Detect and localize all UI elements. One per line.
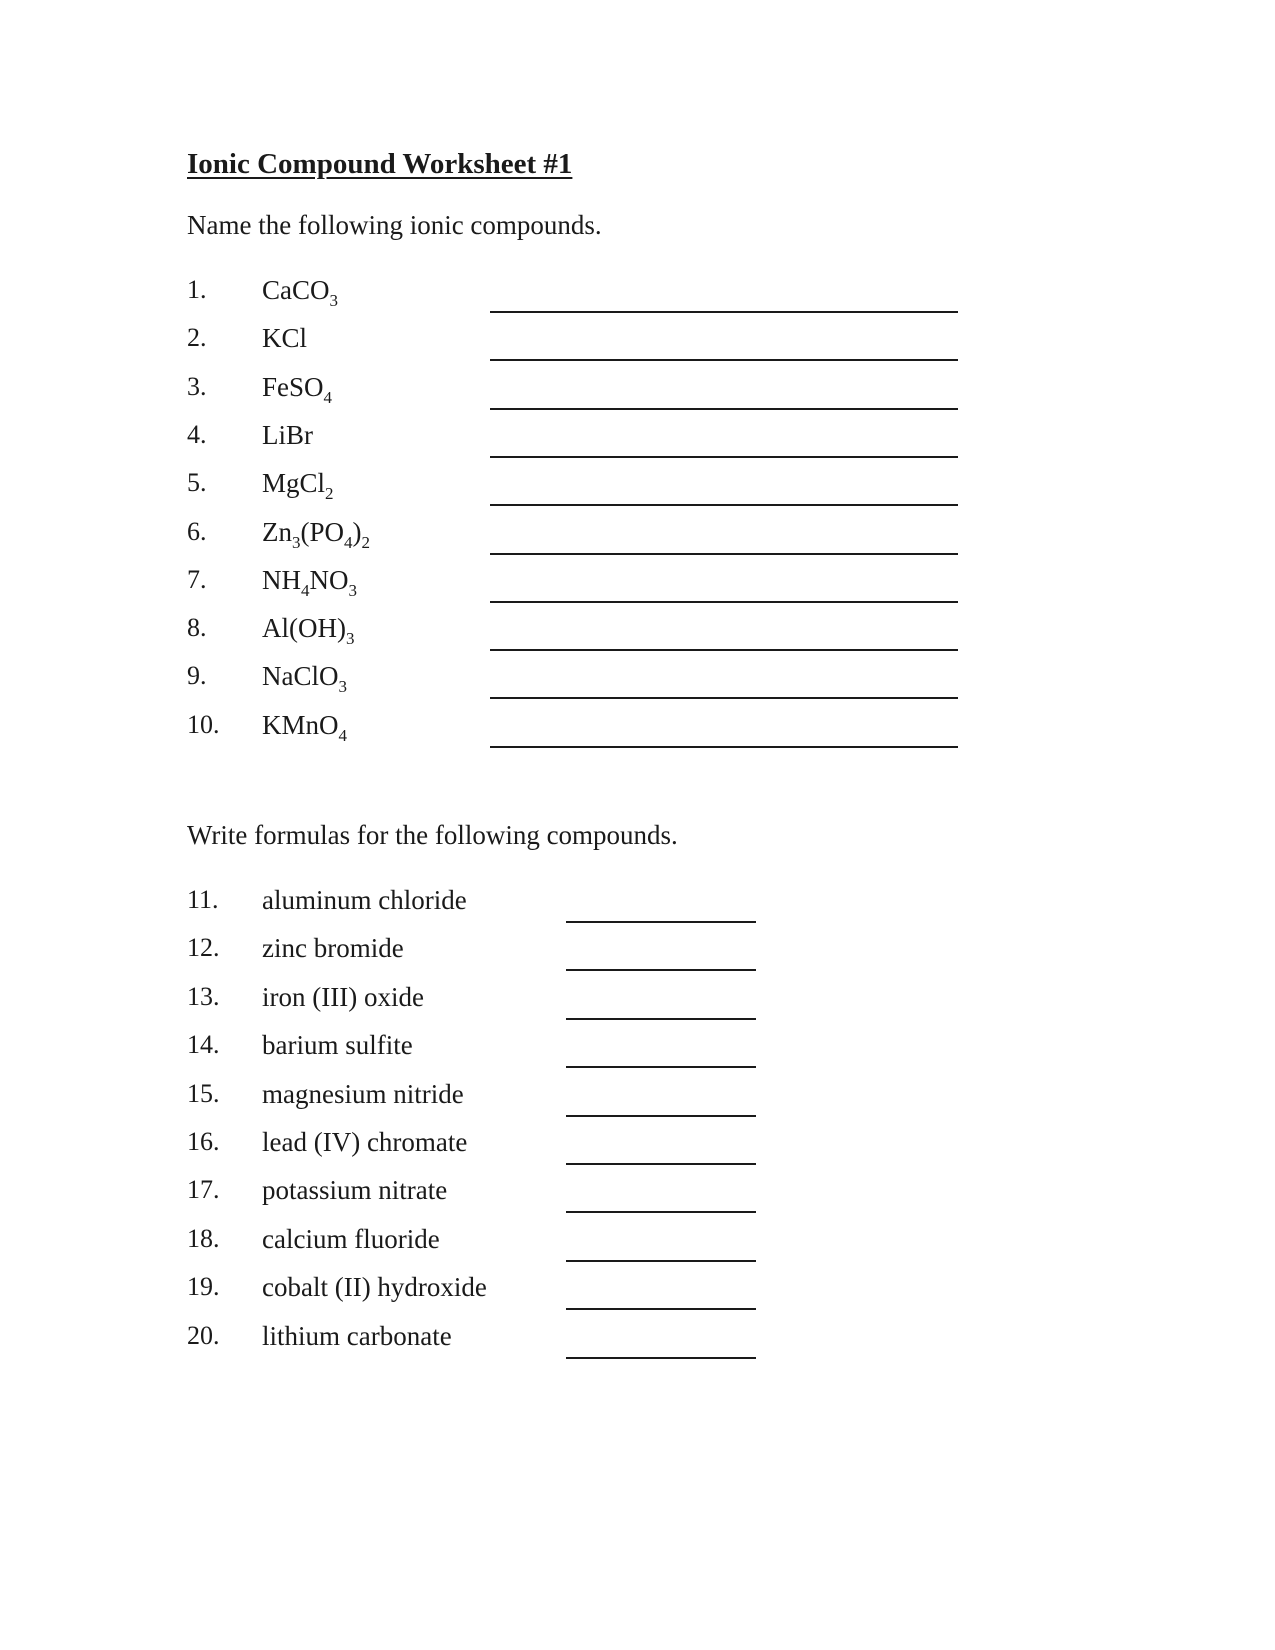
answer-blank[interactable] [566, 1163, 756, 1165]
question-number: 16. [187, 1127, 220, 1156]
formula-text: NH [262, 564, 301, 595]
chemical-formula [262, 613, 355, 649]
question-item [0, 885, 1275, 925]
question-number: 13. [187, 981, 220, 1011]
question-number: 15. [187, 1078, 220, 1108]
question-number: 9. [187, 661, 207, 691]
question-number: 10. [187, 709, 220, 739]
worksheet-title: Ionic Compound Worksheet #1 [187, 148, 573, 180]
formula-text: KCl [262, 323, 308, 354]
compound-name: cobalt (II) hydroxide [262, 1272, 487, 1303]
answer-blank[interactable] [566, 1211, 756, 1213]
formula-text: NO [309, 564, 349, 595]
formula-text: (PO [300, 516, 345, 547]
question-number: 8. [187, 613, 207, 643]
formula-subscript: 3 [292, 532, 301, 552]
compound-name: zinc bromide [262, 933, 404, 964]
part1-instruction: Name the following ionic compounds. [187, 210, 602, 240]
formula-text: Al(OH) [262, 613, 346, 644]
formula-subscript: 3 [329, 291, 338, 310]
question-item [0, 420, 1275, 460]
question-item [0, 275, 1275, 315]
compound-name: magnesium nitride [262, 1078, 464, 1109]
question-item [0, 468, 1275, 508]
formula-subscript: 2 [361, 532, 371, 552]
question-item [0, 1224, 1275, 1264]
formula-text: Zn [262, 516, 292, 547]
chemical-formula [262, 371, 333, 407]
answer-blank[interactable] [490, 408, 958, 410]
answer-blank[interactable] [490, 456, 958, 458]
question-item [0, 1030, 1275, 1070]
compound-name: lithium carbonate [262, 1320, 452, 1351]
question-item [0, 565, 1275, 605]
answer-blank[interactable] [490, 553, 958, 555]
question-item [0, 982, 1275, 1022]
answer-blank[interactable] [566, 921, 756, 923]
question-item [0, 372, 1275, 412]
formula-text: FeSO [262, 371, 324, 402]
question-number: 7. [187, 564, 207, 594]
question-number: 19. [187, 1272, 220, 1302]
question-number: 14. [187, 1030, 220, 1060]
answer-blank[interactable] [566, 1018, 756, 1020]
question-item [0, 933, 1275, 973]
answer-blank[interactable] [490, 359, 958, 361]
question-number: 4. [187, 419, 207, 449]
answer-blank[interactable] [490, 311, 958, 313]
answer-blank[interactable] [490, 601, 958, 603]
question-number: 20. [187, 1320, 220, 1350]
compound-name: lead (IV) chromate [262, 1127, 468, 1157]
formula-text: CaCO [262, 275, 330, 305]
answer-blank[interactable] [566, 1357, 756, 1359]
question-number: 2. [187, 323, 207, 353]
chemical-formula [262, 661, 347, 697]
answer-blank[interactable] [566, 1260, 756, 1262]
compound-name: barium sulfite [262, 1030, 413, 1061]
formula-subscript: 4 [344, 532, 353, 552]
answer-blank[interactable] [566, 1115, 756, 1117]
chemical-formula [262, 420, 313, 451]
question-number: 18. [187, 1223, 220, 1253]
question-number: 12. [187, 933, 220, 963]
answer-blank[interactable] [566, 1308, 756, 1310]
formula-text: MgCl [262, 468, 326, 499]
formula-subscript: 4 [323, 387, 333, 407]
question-number: 17. [187, 1175, 220, 1205]
formula-subscript: 3 [348, 580, 357, 600]
part2-instruction: Write formulas for the following compounds. [187, 820, 678, 850]
formula-text: KMnO [262, 709, 339, 740]
formula-subscript: 3 [338, 677, 347, 697]
chemical-formula [262, 516, 371, 552]
compound-name: calcium fluoride [262, 1223, 440, 1254]
formula-text: NaClO [262, 661, 339, 692]
answer-blank[interactable] [566, 1066, 756, 1068]
question-item [0, 613, 1275, 653]
formula-subscript: 4 [301, 580, 310, 600]
question-number: 3. [187, 371, 207, 401]
question-item [0, 1079, 1275, 1119]
question-number: 1. [187, 275, 207, 304]
question-number: 11. [187, 885, 219, 914]
formula-subscript: 2 [325, 484, 334, 504]
answer-blank[interactable] [490, 746, 958, 748]
question-item [0, 1321, 1275, 1361]
chemical-formula [262, 323, 307, 354]
chemical-formula [262, 564, 357, 600]
question-number: 6. [187, 516, 207, 546]
answer-blank[interactable] [490, 504, 958, 506]
compound-name: aluminum chloride [262, 885, 467, 915]
question-item [0, 1127, 1275, 1167]
formula-subscript: 4 [338, 725, 348, 745]
chemical-formula [262, 468, 334, 504]
question-item [0, 1272, 1275, 1312]
answer-blank[interactable] [490, 649, 958, 651]
formula-text: ) [352, 516, 362, 547]
question-item [0, 661, 1275, 701]
answer-blank[interactable] [490, 697, 958, 699]
compound-name: iron (III) oxide [262, 981, 424, 1012]
formula-subscript: 3 [345, 629, 355, 649]
answer-blank[interactable] [566, 969, 756, 971]
question-item [0, 1175, 1275, 1215]
chemical-formula [262, 709, 348, 745]
question-item [0, 710, 1275, 750]
question-item [0, 323, 1275, 363]
formula-text: LiBr [262, 419, 313, 450]
compound-name: potassium nitrate [262, 1175, 448, 1206]
chemical-formula [262, 275, 338, 310]
question-item [0, 517, 1275, 557]
question-number: 5. [187, 468, 207, 498]
